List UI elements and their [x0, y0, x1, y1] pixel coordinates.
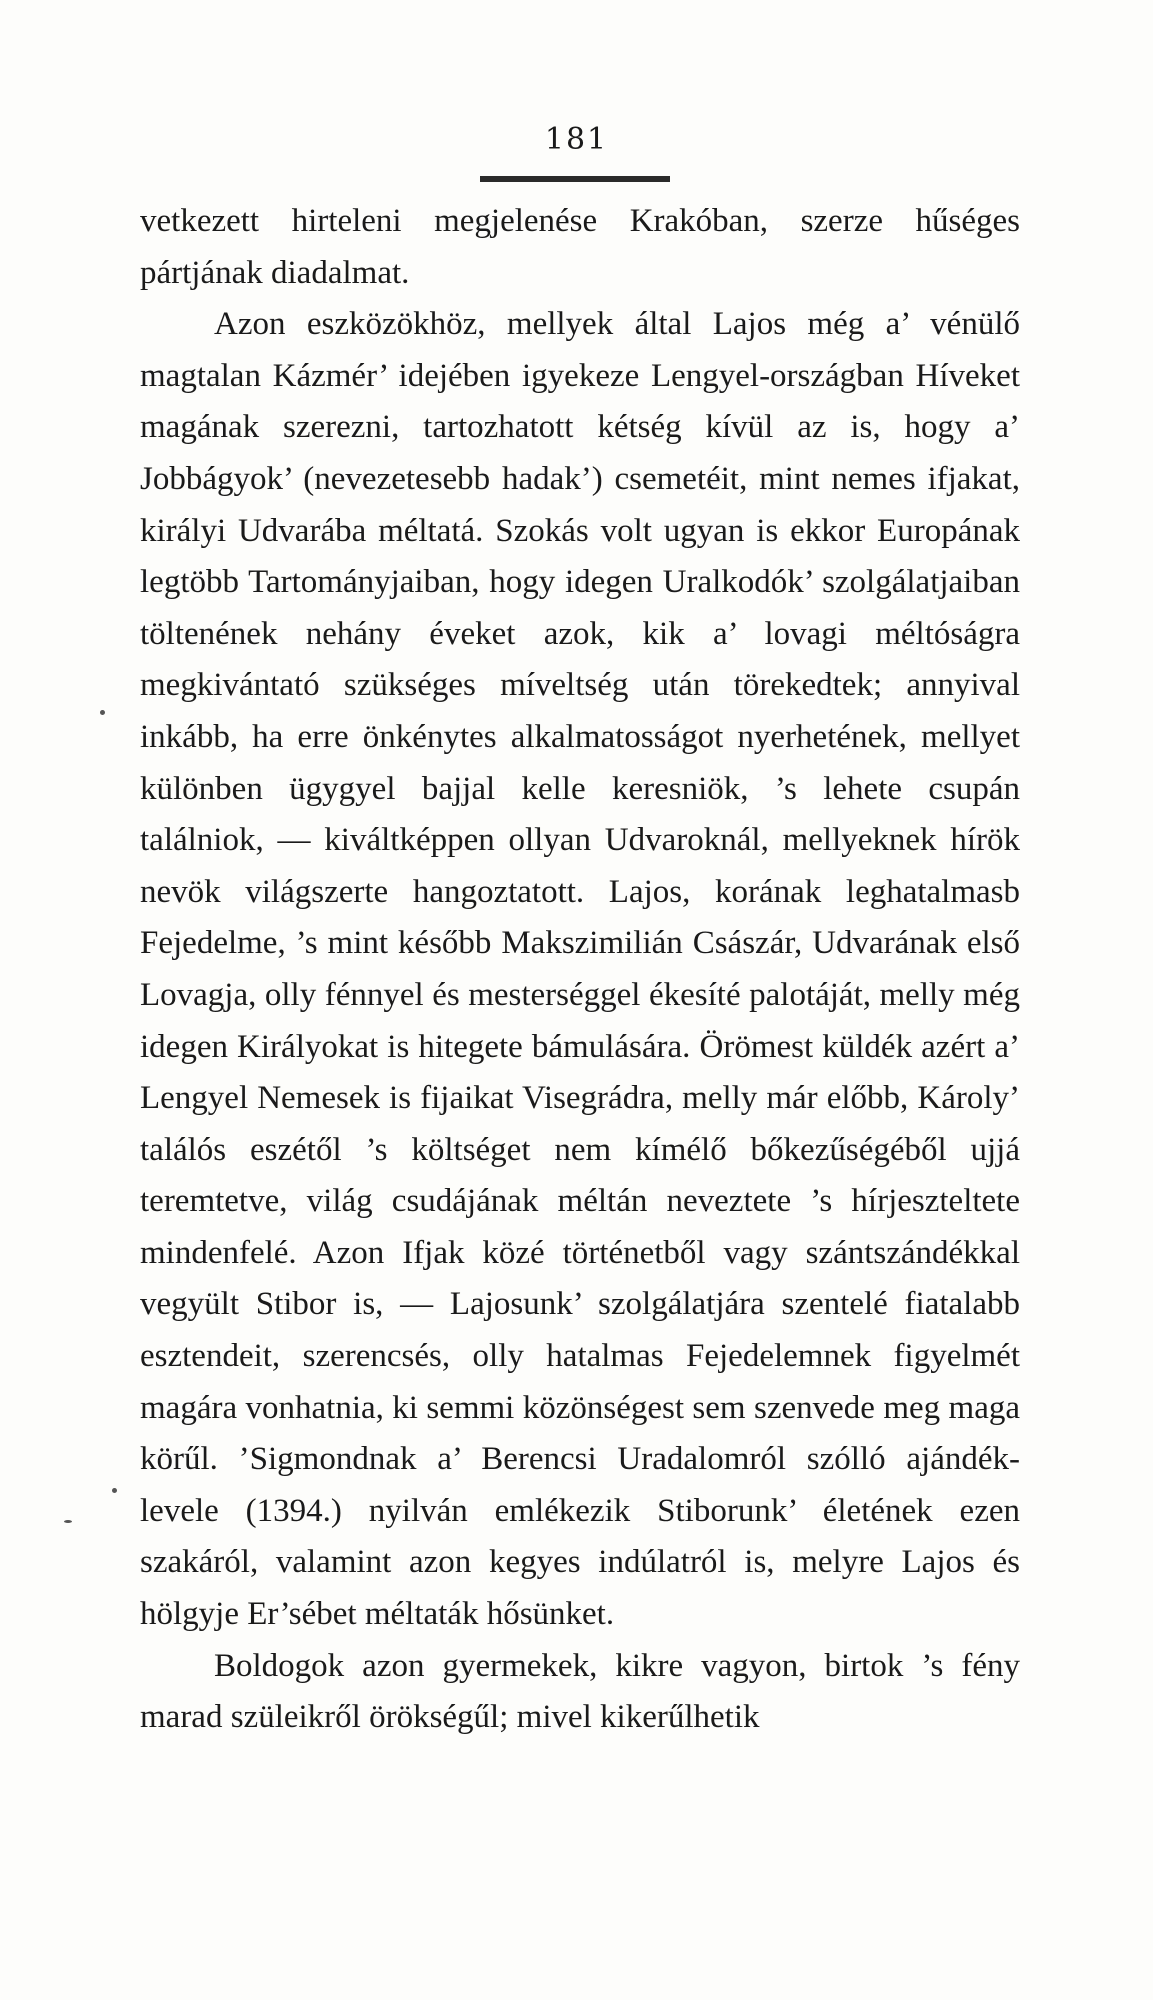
body-text: [140, 196, 1020, 1744]
print-speck: [112, 1488, 117, 1493]
paragraph-2: Azon eszközökhöz, mellyek által Lajos még a’ vénülő magtalan Kázmér’ idejében igyekeze Lengyel-országban Híveket magának szerezni, tartozhatott kétség kívül az is, hogy a’ Jobbágyok’ (nevezetesebb hadak’) csemetéit, mint nemes ifjakat, királyi Udvarába méltatá. Szokás volt ugyan is ekkor Europának legtöbb Tartományjaiban, hogy idegen Uralkodók’ szolgálatjaiban töltenének nehány éveket azok, kik a’ lovagi méltóságra megkivántató szükséges míveltség után törekedtek; annyival inkább, ha erre önkénytes alkalmatosságot nyerhetének, mellyet különben ügygyel bajjal kelle keresniök, ’s lehete csupán találniok, — kiváltképpen ollyan Udvaroknál, mellyeknek hírök nevök világszerte hangoztatott. Lajos, korának leghatalmasb Fejedelme, ’s mint később Makszimilián Császár, Udvarának első Lovagja, olly fénnyel és mesterséggel ékesíté palotáját, melly még idegen Királyokat is hitegete bámulására. Örömest küldék azért a’ Lengyel Nemesek is fijaikat Visegrádra, melly már előbb, Károly’ találós eszétől ’s költséget nem kímélő bőkezűségéből ujjá teremtetve, világ csudájának méltán neveztete ’s hírjeszteltete mindenfelé. Azon Ifjak közé történetből vagy szántszándékkal vegyült Stibor is, — Lajosunk’ szolgálatjára szentelé fiatalabb esztendeit, szerencsés, olly hatalmas Fejedelemnek figyelmét magára vonhatnia, ki semmi közönségest sem szenvede meg maga körűl. ’Sigmondnak a’ Berencsi Uradalomról szólló ajándék-levele (1394.) nyilván emlékezik Stiborunk’ életének ezen szakáról, valamint azon kegyes indúlatról is, melyre Lajos és hölgyje Er’sébet méltaták hősünket.: [140, 306, 1020, 1633]
page-number: 181: [544, 122, 609, 157]
header-rule: [480, 176, 670, 182]
paragraph-1: vetkezett hirteleni megjelenése Krakóban, szerze hűséges pártjának diadalmat.: [140, 203, 1020, 291]
paragraph-3: Boldogok azon gyermekek, kikre vagyon, birtok ’s fény marad szüleikről örökségűl; mivel kikerűlhetik: [140, 1647, 1020, 1736]
print-speck: [100, 710, 105, 715]
print-speck: [64, 1520, 72, 1523]
